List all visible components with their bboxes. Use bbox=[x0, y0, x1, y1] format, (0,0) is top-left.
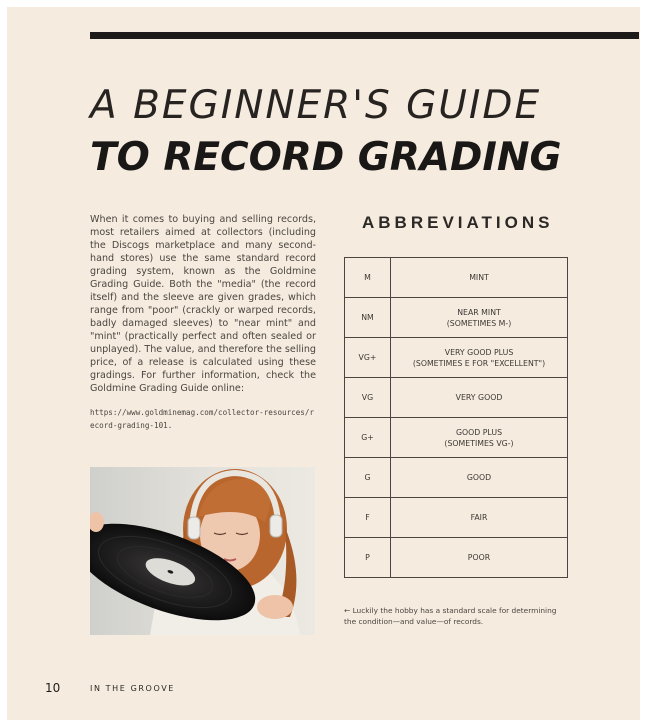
grade-name: GOOD PLUS bbox=[455, 427, 503, 437]
grade-code: P bbox=[345, 538, 391, 578]
title-line-1: A BEGINNER'S GUIDE bbox=[90, 83, 542, 128]
abbreviations-heading: ABBREVIATIONS bbox=[362, 213, 554, 232]
grade-code: NM bbox=[345, 298, 391, 338]
page-number: 10 bbox=[45, 681, 61, 695]
grade-note: (SOMETIMES E FOR "EXCELLENT") bbox=[412, 358, 546, 368]
grade-name: FAIR bbox=[470, 513, 488, 522]
grade-note: (SOMETIMES M-) bbox=[446, 318, 512, 328]
grade-code: G+ bbox=[345, 418, 391, 458]
grade-description bbox=[391, 378, 568, 418]
body-paragraph: When it comes to buying and selling records, most retailers aimed at collectors (including the Discogs marketplace and many second-hand stores) use the same standard record grading system, known as the Goldmine Grading Guide. Both the "media" (the record itself) and the sleeve are given grades, which range from "poor" (crackly or warped records, badly damaged sleeves) to "near mint" and "mint" (practically perfect and often sealed or unplayed). The value, and therefore the selling price, of a release is calculated using these gradings. For further information, check the Goldmine Grading Guide online: bbox=[90, 214, 316, 394]
grade-name: VERY GOOD bbox=[455, 393, 503, 402]
grade-description bbox=[391, 498, 568, 538]
table-row bbox=[345, 298, 568, 338]
grade-name: GOOD bbox=[466, 473, 492, 482]
photo-caption bbox=[344, 605, 570, 627]
grade-description bbox=[391, 458, 568, 498]
grade-name: VERY GOOD PLUS bbox=[444, 347, 514, 357]
caption-text: Luckily the hobby has a standard scale for determining the condition—and value—of records. bbox=[344, 606, 557, 626]
grade-code: VG bbox=[345, 378, 391, 418]
table-row bbox=[345, 498, 568, 538]
table-row bbox=[345, 258, 568, 298]
grade-name: POOR bbox=[467, 553, 491, 562]
title-line-2: TO RECORD GRADING bbox=[90, 135, 562, 180]
girl-with-record-illustration bbox=[90, 467, 315, 635]
table-row bbox=[345, 458, 568, 498]
grade-code: G bbox=[345, 458, 391, 498]
grade-code: VG+ bbox=[345, 338, 391, 378]
grade-name: NEAR MINT bbox=[457, 307, 501, 317]
grade-description bbox=[391, 338, 568, 378]
grade-description bbox=[391, 418, 568, 458]
running-head: IN THE GROOVE bbox=[90, 684, 175, 693]
grading-table bbox=[344, 257, 568, 578]
header-rule bbox=[90, 32, 639, 39]
goldmine-url: https://www.goldminemag.com/collector-resources/record-grading-101. bbox=[90, 408, 315, 430]
record-photo bbox=[90, 467, 315, 635]
grade-description bbox=[391, 298, 568, 338]
grade-name: MINT bbox=[469, 273, 489, 282]
table-row bbox=[345, 538, 568, 578]
table-row bbox=[345, 338, 568, 378]
arrow-left-icon: ← bbox=[344, 606, 351, 615]
grade-code: F bbox=[345, 498, 391, 538]
grade-description bbox=[391, 258, 568, 298]
table-row bbox=[345, 418, 568, 458]
table-row bbox=[345, 378, 568, 418]
grade-code: M bbox=[345, 258, 391, 298]
grade-note: (SOMETIMES VG-) bbox=[444, 438, 514, 448]
grade-description bbox=[391, 538, 568, 578]
